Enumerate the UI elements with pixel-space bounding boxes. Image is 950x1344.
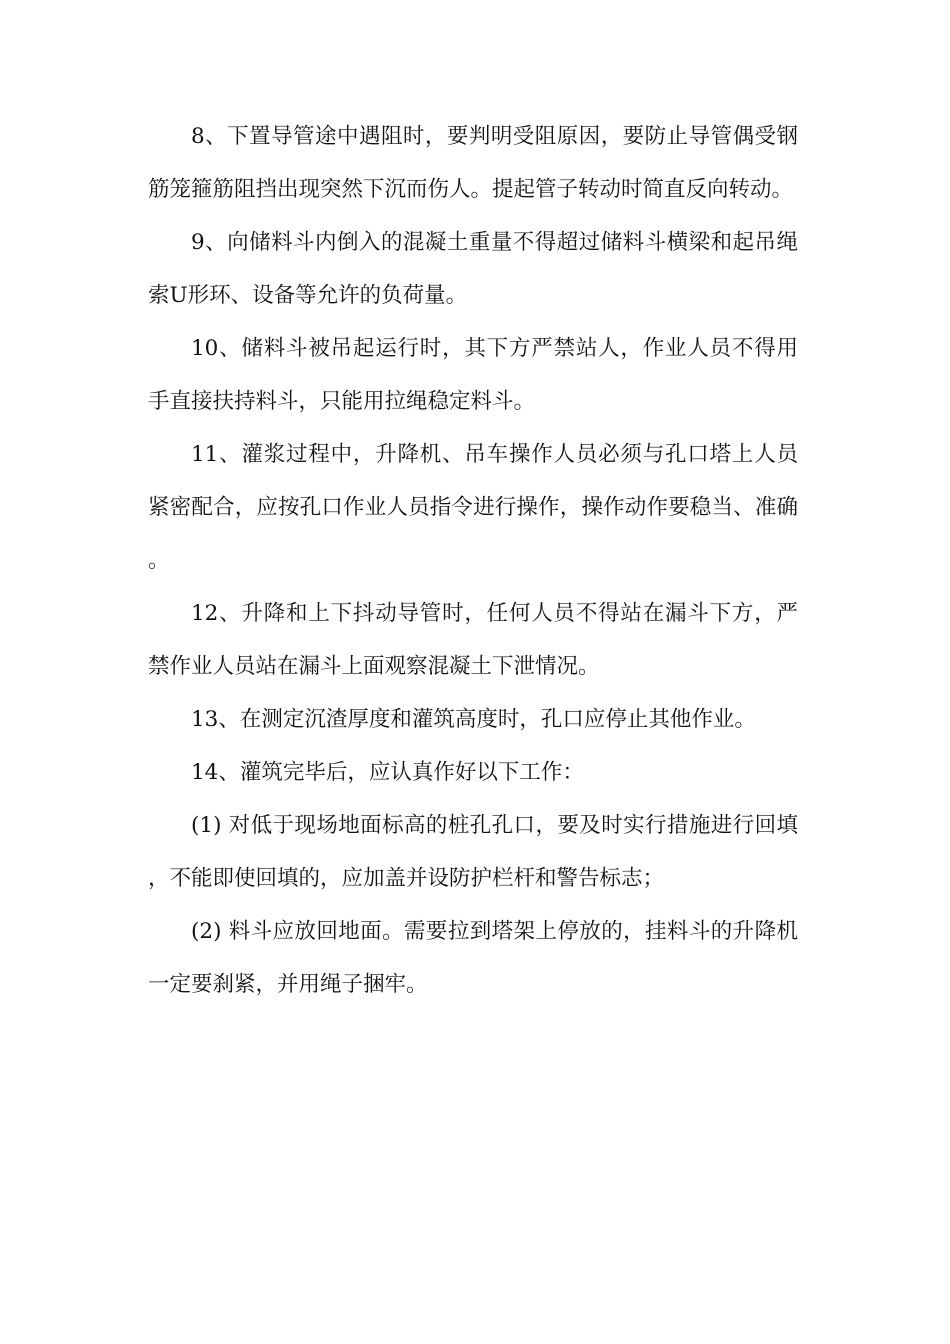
paragraph-item-12: 12、升降和上下抖动导管时，任何人员不得站在漏斗下方，严禁作业人员站在漏斗上面观察混凝土下泄情况。 (148, 601, 798, 679)
document-body (148, 110, 798, 1011)
paragraph-subitem-1: (1) 对低于现场地面标高的桩孔孔口，要及时实行措施进行回填，不能即使回填的，应加盖并设防护栏杆和警告标志； (148, 813, 798, 891)
paragraph-subitem-2: (2) 料斗应放回地面。需要拉到塔架上停放的，挂料斗的升降机一定要刹紧，并用绳子捆牢。 (148, 919, 798, 997)
paragraph-item-8: 8、下置导管途中遇阻时，要判明受阻原因，要防止导管偶受钢筋笼箍筋阻挡出现突然下沉而伤人。提起管子转动时简直反向转动。 (148, 124, 798, 202)
paragraph-item-13: 13、在测定沉渣厚度和灌筑高度时，孔口应停止其他作业。 (191, 707, 756, 732)
paragraph-item-14: 14、灌筑完毕后，应认真作好以下工作： (191, 760, 584, 785)
paragraph-item-9: 9、向储料斗内倒入的混凝土重量不得超过储料斗横梁和起吊绳索U形环、设备等允许的负荷量。 (148, 230, 798, 308)
paragraph-item-10: 10、储料斗被吊起运行时，其下方严禁站人，作业人员不得用手直接扶持料斗，只能用拉绳稳定料斗。 (148, 336, 798, 414)
paragraph-item-11: 11、灌浆过程中，升降机、吊车操作人员必须与孔口塔上人员紧密配合，应按孔口作业人员指令进行操作，操作动作要稳当、准确。 (148, 442, 798, 573)
